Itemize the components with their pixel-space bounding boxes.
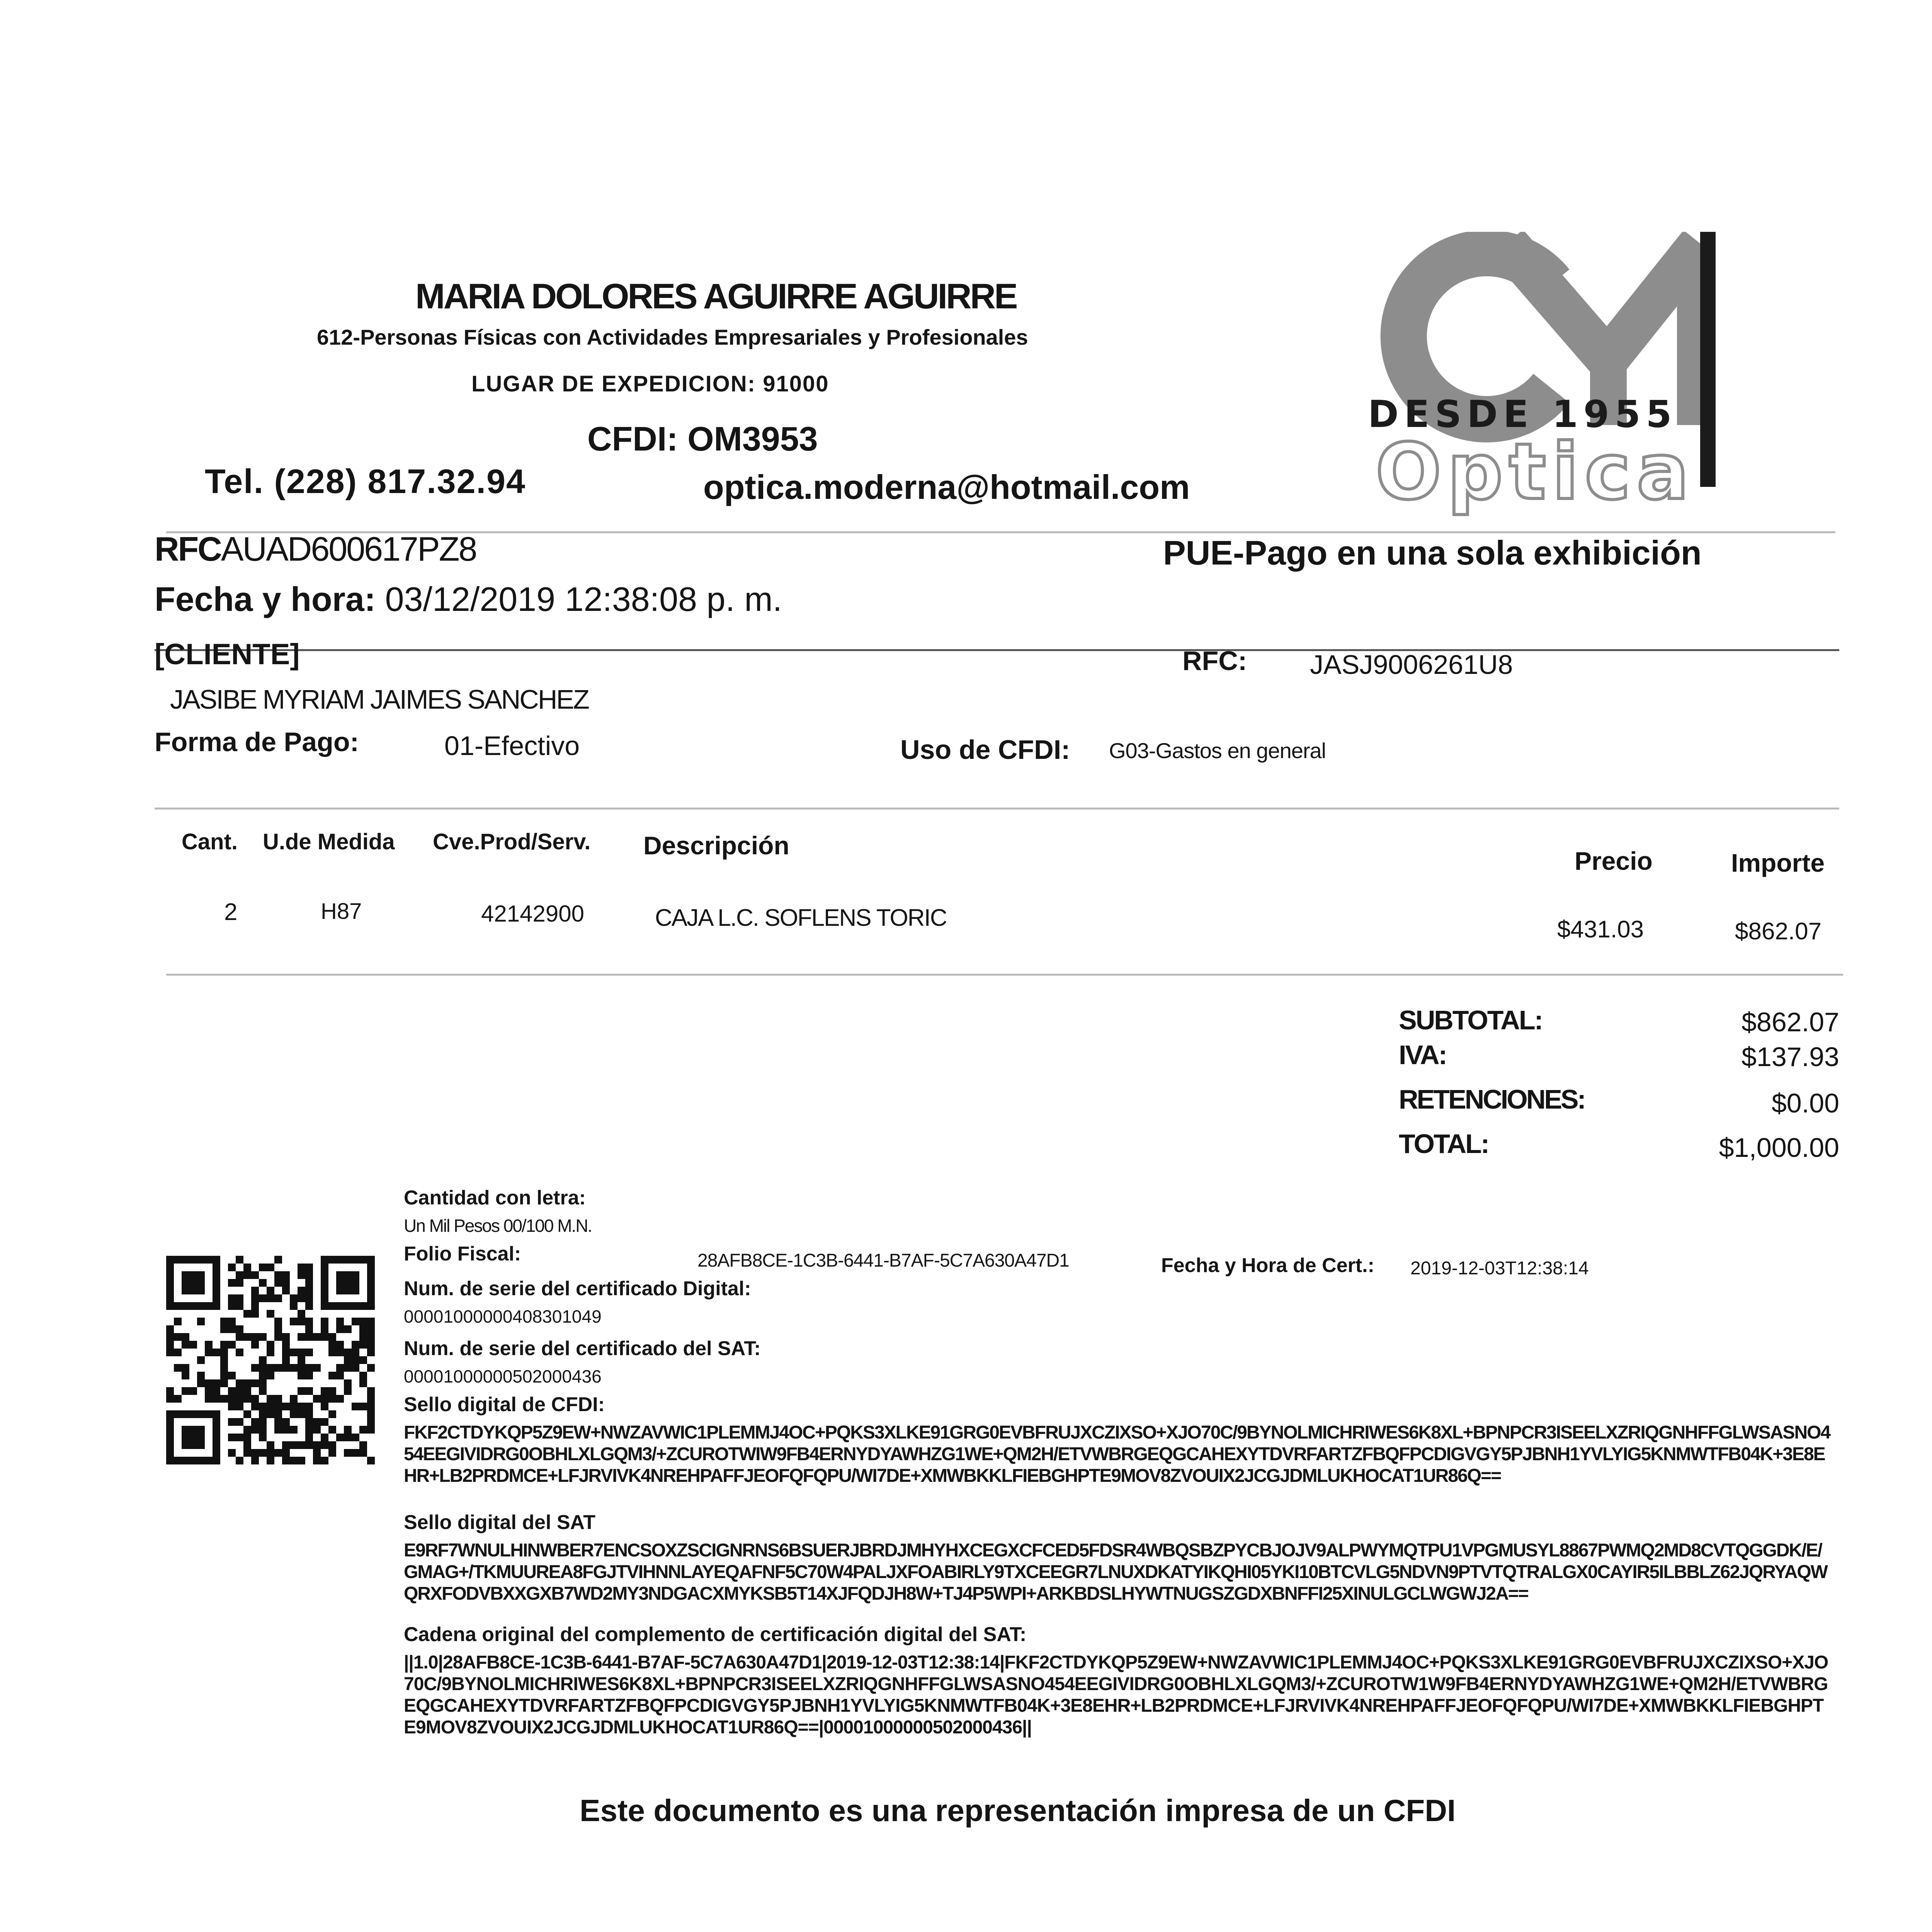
payment-form-label: Forma de Pago: xyxy=(155,727,359,757)
retentions-label: RETENCIONES: xyxy=(1399,1084,1585,1114)
row-amount: $862.07 xyxy=(1735,918,1822,945)
client-label: [CLIENTE] xyxy=(155,638,300,671)
om-monogram-logo xyxy=(1368,232,1716,526)
row-code: 42142900 xyxy=(481,901,584,927)
cfdi-use-label: Uso de CFDI: xyxy=(900,735,1070,765)
table-bottom-separator xyxy=(166,974,1843,976)
table-top-separator xyxy=(155,808,1839,810)
cfdi-series-value: OM3953 xyxy=(687,420,818,458)
sat-serial-label: Num. de serie del certificado del SAT: xyxy=(404,1337,761,1360)
issuance-place-label: LUGAR DE EXPEDICION: xyxy=(471,371,756,396)
payment-form-value: 01-Efectivo xyxy=(444,731,580,761)
issuance-place xyxy=(471,371,829,397)
header-qty: Cant. xyxy=(182,829,238,854)
chain-label: Cadena original del complemento de certificación digital del SAT: xyxy=(404,1623,1027,1646)
cfdi-series xyxy=(587,419,818,459)
client-separator xyxy=(155,649,1839,651)
subtotal-value: $862.07 xyxy=(1741,1007,1839,1037)
header-price: Precio xyxy=(1575,847,1653,875)
retentions-value: $0.00 xyxy=(1771,1088,1839,1118)
cfdi-seal-label: Sello digital de CFDI: xyxy=(404,1393,605,1416)
header-unit: U.de Medida xyxy=(263,829,395,854)
cfdi-seal-value: FKF2CTDYKQP5Z9EW+NWZAVWIC1PLEMMJ4OC+PQKS3XLKE91GRG0EVBFRUJXCZIXSO+XJO70C/9BYNOLMICHRIWES6K8XL+BPNPCR3ISEELXZRIQGNHFFGLWSASNO454EEGIVIDRG0OBHLXLGQM3/+ZCUROTWIW9FB4ERNYDYAWHZG1WE+QM2H/ETVWBRGEQGCAHEXYTDVRFARTZFBQFPCDIGVGY5PJBNH1YVLYIG5KNMWTFB04K+3E8EHR+LB2PRDMCE+LFJRVIVK4NREHPAFFJEOFQFQPU/WI7DE+XMWBKKLFIEBGHPTE9MOV8ZVOUIX2JCGJDMLUKHOCAT1UR86Q== xyxy=(404,1422,1830,1486)
issuer-rfc-value: AUAD600617PZ8 xyxy=(221,530,476,568)
total-label: TOTAL: xyxy=(1399,1129,1489,1159)
issuer-rfc xyxy=(155,529,476,569)
company-logo xyxy=(1368,232,1716,526)
payment-method: PUE-Pago en una sola exhibición xyxy=(1163,534,1702,572)
row-unit: H87 xyxy=(321,899,362,924)
cert-date-value: 2019-12-03T12:38:14 xyxy=(1410,1258,1589,1279)
sat-serial-value: 00001000000502000436 xyxy=(404,1366,602,1386)
iva-label: IVA: xyxy=(1399,1040,1446,1070)
issuance-place-value: 91000 xyxy=(763,371,829,396)
iva-value: $137.93 xyxy=(1741,1042,1839,1072)
qr-code xyxy=(166,1256,375,1464)
total-value: $1,000.00 xyxy=(1719,1133,1839,1163)
issuer-phone: Tel. (228) 817.32.94 xyxy=(205,462,526,500)
cert-serial-value: 00001000000408301049 xyxy=(404,1306,602,1327)
amount-words-label: Cantidad con letra: xyxy=(404,1187,586,1209)
issuer-rfc-label: RFC xyxy=(155,530,221,568)
chain-value: ||1.0|28AFB8CE-1C3B-6441-B7AF-5C7A630A47D1|2019-12-03T12:38:14|FKF2CTDYKQP5Z9EW+NWZAVWIC1PLEMMJ4OC+PQKS3XLKE91GRG0EVBFRUJXCZIXSO+XJO70C/9BYNOLMICHRIWES6K8XL+BPNPCR3ISEELXZRIQGNHFFGLWSASNO454EEGIVIDRG0OBHLXLGQM3/+ZCUROTW1W9FB4ERNYDYAWHZG1WE+QM2H/ETVWBRGEQGCAHEXYTDVRFARTZFBQFPCDIGVGY5PJBNH1YVLYIG5KNMWTFB04K+3E8EHR+LB2PRDMCE+LFJRVIVK4NREHPAFFJEOFQFQPU/WI7DE+XMWBKKLFIEBGHPTE9MOV8ZVOUIX2JCGJDMLUKHOCAT1UR86Q==|00001000000502000436|| xyxy=(404,1652,1828,1738)
row-qty: 2 xyxy=(224,899,238,925)
header-desc: Descripción xyxy=(643,831,789,860)
issue-datetime-label: Fecha y hora: xyxy=(155,580,376,618)
footer-legend: Este documento es una representación impresa de un CFDI xyxy=(580,1793,1456,1828)
issuer-regime: 612-Personas Físicas con Actividades Empresariales y Profesionales xyxy=(317,325,1028,349)
sat-seal-label: Sello digital del SAT xyxy=(404,1511,595,1534)
amount-words-value: Un Mil Pesos 00/100 M.N. xyxy=(404,1216,592,1236)
header-code: Cve.Prod/Serv. xyxy=(433,829,591,854)
issue-datetime-value: 03/12/2019 12:38:08 p. m. xyxy=(385,580,782,618)
cfdi-series-label: CFDI: xyxy=(587,420,678,458)
row-price: $431.03 xyxy=(1557,916,1644,943)
logo-since-text: DESDE 1955 xyxy=(1368,393,1677,436)
subtotal-label: SUBTOTAL: xyxy=(1399,1005,1542,1035)
qr-code-graphic xyxy=(166,1256,375,1464)
folio-label: Folio Fiscal: xyxy=(404,1243,521,1265)
logo-brand-text: Optica xyxy=(1376,427,1695,517)
client-name: JASIBE MYRIAM JAIMES SANCHEZ xyxy=(170,684,588,714)
client-rfc-label: RFC: xyxy=(1182,646,1247,676)
issuer-email[interactable]: optica.moderna@hotmail.com xyxy=(703,468,1190,506)
folio-value: 28AFB8CE-1C3B-6441-B7AF-5C7A630A47D1 xyxy=(697,1250,1069,1271)
cert-date-label: Fecha y Hora de Cert.: xyxy=(1161,1254,1374,1277)
row-desc: CAJA L.C. SOFLENS TORIC xyxy=(655,905,947,931)
cfdi-use-value: G03-Gastos en general xyxy=(1109,738,1326,763)
cert-serial-label: Num. de serie del certificado Digital: xyxy=(404,1277,751,1300)
header-amount: Importe xyxy=(1731,849,1825,877)
sat-seal-value: E9RF7WNULHINWBER7ENCSOXZSCIGNRNS6BSUERJBRDJMHYHXCEGXCFCED5FDSR4WBQSBZPYCBJOJV9ALPWYMQTPU1VPGMUSYL8867PWMQ2MD8CVTQGGDK/E/GMAG+/TKMUUREA8FGJTVIHNNLAYEQAFNF5C70W4PALJXFOABIRLY9TXCEEGR7LNUXDKATYIKQHI05YKI10BTCVLG5NDVN9PTVTQTRALGX0CAYIR5ILBBLZ62JQRYAQWQRXFODVBXXGXB7WD2MY3NDGACXMYKSB5T14XJFQDJH8W+TJ4P5WPI+ARKBDSLHYWTNUGSZGDXBNFFI25XINULGCLWGWJ2A== xyxy=(404,1540,1827,1604)
client-rfc-value: JASJ9006261U8 xyxy=(1310,650,1513,680)
issue-datetime xyxy=(155,580,782,619)
issuer-name: MARIA DOLORES AGUIRRE AGUIRRE xyxy=(415,277,1017,316)
